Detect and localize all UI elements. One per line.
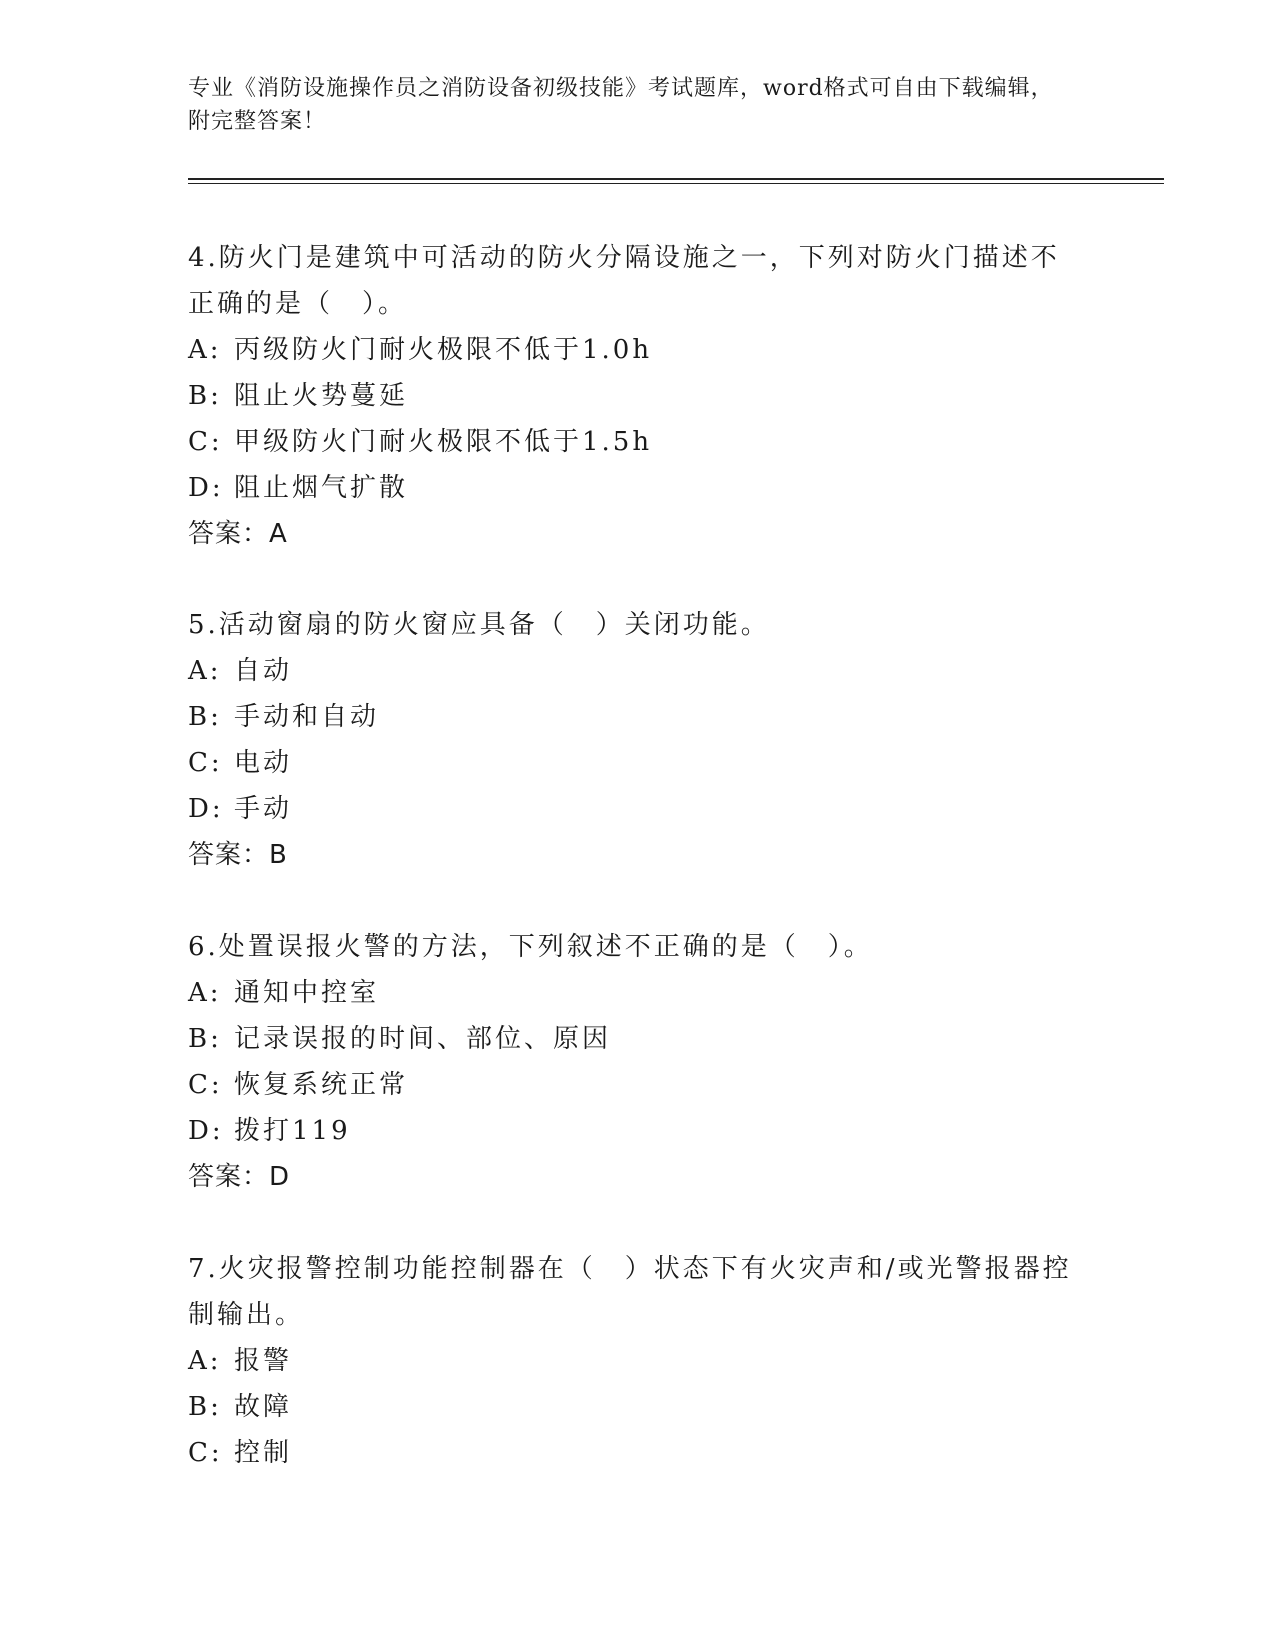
question-6: [188, 924, 1088, 1200]
document-header-intro: 专业《消防设施操作员之消防设备初级技能》考试题库，word格式可自由下载编辑，附完整答案！: [188, 76, 1054, 134]
option-letter: C:: [188, 1438, 223, 1468]
option-list: [188, 327, 1088, 511]
option-a: [188, 1338, 1088, 1384]
option-list: [188, 1338, 1088, 1476]
option-letter: C:: [188, 1070, 223, 1100]
option-text: 控制: [234, 1438, 293, 1468]
option-c: [188, 1062, 1088, 1108]
option-list: [188, 970, 1088, 1154]
option-letter: A:: [188, 1346, 222, 1376]
option-letter: C:: [188, 748, 223, 778]
question-stem: 7.火灾报警控制功能控制器在（ ）状态下有火灾声和/或光警报器控制输出。: [188, 1254, 1072, 1330]
option-letter: A:: [188, 656, 222, 686]
option-b: [188, 694, 1088, 740]
answer-line: 答案：A: [188, 519, 288, 549]
option-a: [188, 648, 1088, 694]
answer-line: 答案：D: [188, 1162, 291, 1192]
option-text: 拨打119: [234, 1116, 351, 1146]
option-text: 手动: [234, 794, 293, 824]
option-text: 阻止烟气扩散: [234, 473, 409, 503]
option-c: [188, 1430, 1088, 1476]
option-text: 手动和自动: [234, 702, 380, 732]
option-b: [188, 1384, 1088, 1430]
option-letter: A:: [188, 978, 222, 1008]
option-text: 自动: [234, 656, 293, 686]
option-text: 甲级防火门耐火极限不低于1.5h: [234, 427, 653, 457]
option-text: 阻止火势蔓延: [234, 381, 409, 411]
option-letter: A:: [188, 335, 222, 365]
question-7: [188, 1246, 1088, 1476]
option-b: [188, 1016, 1088, 1062]
option-b: [188, 373, 1088, 419]
question-stem: 4.防火门是建筑中可活动的防火分隔设施之一，下列对防火门描述不正确的是（ ）。: [188, 243, 1060, 319]
option-list: [188, 648, 1088, 832]
option-letter: B:: [188, 702, 222, 732]
option-a: [188, 970, 1088, 1016]
option-letter: B:: [188, 1024, 222, 1054]
option-d: [188, 786, 1088, 832]
option-text: 通知中控室: [234, 978, 380, 1008]
option-text: 恢复系统正常: [234, 1070, 409, 1100]
option-letter: D:: [188, 1116, 224, 1146]
option-letter: D:: [188, 473, 224, 503]
option-letter: D:: [188, 794, 224, 824]
option-c: [188, 740, 1088, 786]
answer-line: 答案：B: [188, 840, 288, 870]
option-text: 报警: [234, 1346, 293, 1376]
option-text: 丙级防火门耐火极限不低于1.0h: [234, 335, 653, 365]
option-letter: B:: [188, 381, 222, 411]
option-text: 记录误报的时间、部位、原因: [234, 1024, 612, 1054]
option-a: [188, 327, 1088, 373]
option-letter: B:: [188, 1392, 222, 1422]
option-letter: C:: [188, 427, 223, 457]
option-text: 故障: [234, 1392, 293, 1422]
question-4: [188, 235, 1088, 557]
option-c: [188, 419, 1088, 465]
question-stem: 6.处置误报火警的方法，下列叙述不正确的是（ ）。: [188, 932, 873, 962]
option-text: 电动: [234, 748, 293, 778]
question-5: [188, 602, 1088, 878]
header-divider-thick: [188, 178, 1164, 180]
header-divider-thin: [188, 183, 1164, 184]
question-stem: 5.活动窗扇的防火窗应具备（ ）关闭功能。: [188, 610, 770, 640]
option-d: [188, 1108, 1088, 1154]
option-d: [188, 465, 1088, 511]
